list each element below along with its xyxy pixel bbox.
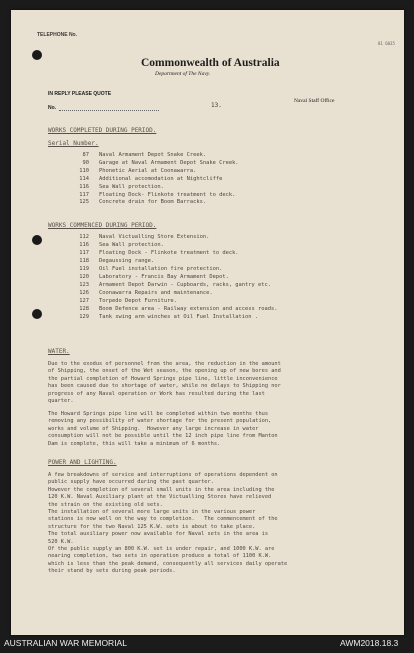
work-description: Degaussing range.: [99, 258, 155, 264]
work-item-row: [63, 184, 164, 190]
footer-accession: AWM2018.18.3: [340, 638, 399, 648]
work-item-row: [63, 282, 271, 288]
work-item-row: [63, 266, 222, 272]
serial-number: 129: [79, 314, 89, 320]
serial-number-heading: Serial Number.: [48, 140, 99, 147]
work-description: Laboratory - Francis Bay Armament Depot.: [99, 274, 229, 280]
work-description: Floating Dock- Flinkote treatment to deck.: [99, 191, 236, 198]
serial-number: 123: [79, 282, 89, 288]
punch-hole: [32, 50, 42, 60]
work-item-row: [63, 306, 278, 312]
work-description: Oil Fuel installation fire protection.: [99, 266, 223, 272]
telephone-label: TELEPHONE No.: [37, 32, 78, 38]
work-description: Naval Victualling Store Extension.: [99, 234, 210, 240]
work-item-row: [63, 290, 213, 296]
serial-number: 117: [79, 191, 89, 198]
serial-number: 126: [79, 290, 89, 296]
work-item-row: [63, 199, 206, 205]
serial-number: 118: [79, 258, 89, 264]
work-description: Additional accomodation at Nightcliffe: [99, 175, 223, 182]
reply-quote-label: IN REPLY PLEASE QUOTE: [48, 91, 112, 97]
work-description: Tank swing arm winches at Oil Fuel Installation .: [99, 314, 259, 320]
section-heading: WORKS COMMENCED DURING PERIOD.: [48, 222, 157, 229]
work-item-row: [63, 250, 239, 256]
page-number: 13.: [211, 102, 222, 109]
water-paragraph: The Howard Springs pipe line will be completed within two months thus removing any possibility of water shortage for the present population, works and volume of Shipping. However any large increase in water consumption will not be possible until the 12 inch pipe line from Manton Dam is complete, this will take a minimum of 6 months.: [48, 411, 278, 447]
work-description: Coonawarra Repairs and maintenance.: [99, 290, 213, 296]
serial-number: 90: [82, 159, 89, 166]
department-name: Department of The Navy.: [155, 71, 211, 77]
work-description: Boom Defence area - Railway extension and access roads.: [99, 306, 278, 312]
serial-number: 125: [79, 199, 89, 206]
section-heading: WATER.: [48, 348, 70, 355]
serial-number: 114: [79, 175, 89, 182]
footer-institution: AUSTRALIAN WAR MEMORIAL: [4, 638, 127, 648]
serial-number: 116: [79, 242, 89, 248]
serial-number: 116: [79, 183, 89, 190]
serial-number: 112: [79, 234, 89, 240]
document-page: [11, 10, 404, 635]
work-description: Torpedo Depot Furniture.: [99, 298, 177, 304]
work-item-row: [63, 168, 196, 174]
punch-hole: [32, 309, 42, 319]
work-item-row: [63, 298, 177, 304]
form-number: 81 6035: [378, 41, 395, 46]
serial-number: 128: [79, 306, 89, 312]
number-label: No.: [48, 105, 57, 111]
work-item-row: [63, 234, 209, 240]
work-description: Sea Wall protection.: [99, 183, 164, 190]
work-item-row: [63, 176, 222, 182]
serial-number: 120: [79, 274, 89, 280]
serial-number: 119: [79, 266, 89, 272]
letterhead-title: Commonwealth of Australia: [141, 57, 280, 69]
water-paragraph: Due to the exodus of personnel from the area, the reduction in the amount of Shipping, the onset of the Wet season, the opening up of new bores and the partial completion of Howard Springs pipe line, little inconvenience has been caused due to shortage of water, while no delays to Shipping nor progress of any Naval operation or Work has resulted during the last quarter.: [48, 361, 281, 405]
serial-number: 127: [79, 298, 89, 304]
power-paragraph: A few breakdowns of service and interruptions of operations dependent on public supply have occurred during the past quarter. However the completion of several small units in the area including the 120 K.W. Naval Auxiliary plant at the Victualling Stores have relieved the strain on the existing old sets. The installation of several more large units in the various power stations is now well on the way to completion. The commencement of the structure for the two Naval 125 K.W. sets is about to take place. The total auxiliary power now available for Naval sets in the area is 520 K.W. Of the public supply an 800 K.W. set is under repair, and 1000 K.W. are nearing completion, two sets in operation produce a total of 1100 K.W. which is less than the peak demand, consequently all services daily operate their stand by sets during peak periods.: [48, 472, 288, 575]
work-item-row: [63, 160, 239, 166]
work-item-row: [63, 274, 229, 280]
work-item-row: [63, 314, 258, 320]
section-heading: POWER AND LIGHTING.: [48, 459, 117, 466]
serial-number: 110: [79, 167, 89, 174]
number-line: [59, 110, 159, 111]
office-name: Naval Staff Office: [294, 98, 335, 104]
work-item-row: [63, 258, 154, 264]
work-item-row: [63, 152, 206, 158]
work-description: Phonetic Aerial at Coonawarra.: [99, 167, 197, 174]
work-description: Garage at Naval Armament Depot Snake Creek.: [99, 159, 239, 166]
work-item-row: [63, 242, 164, 248]
work-description: Concrete drain for Boom Barracks.: [99, 199, 207, 206]
work-description: Floating Dock - Flinkote treatment to deck.: [99, 250, 239, 256]
work-item-row: [63, 192, 235, 198]
punch-hole: [32, 235, 42, 245]
work-description: Naval Armament Depot Snake Creek.: [99, 152, 207, 158]
work-description: Sea Wall protection.: [99, 242, 164, 248]
serial-number: 87: [82, 152, 89, 158]
work-description: Armament Depot Darwin - Cupboards, racks, gantry etc.: [99, 282, 272, 288]
section-heading: WORKS COMPLETED DURING PERIOD.: [48, 127, 157, 134]
serial-number: 117: [79, 250, 89, 256]
